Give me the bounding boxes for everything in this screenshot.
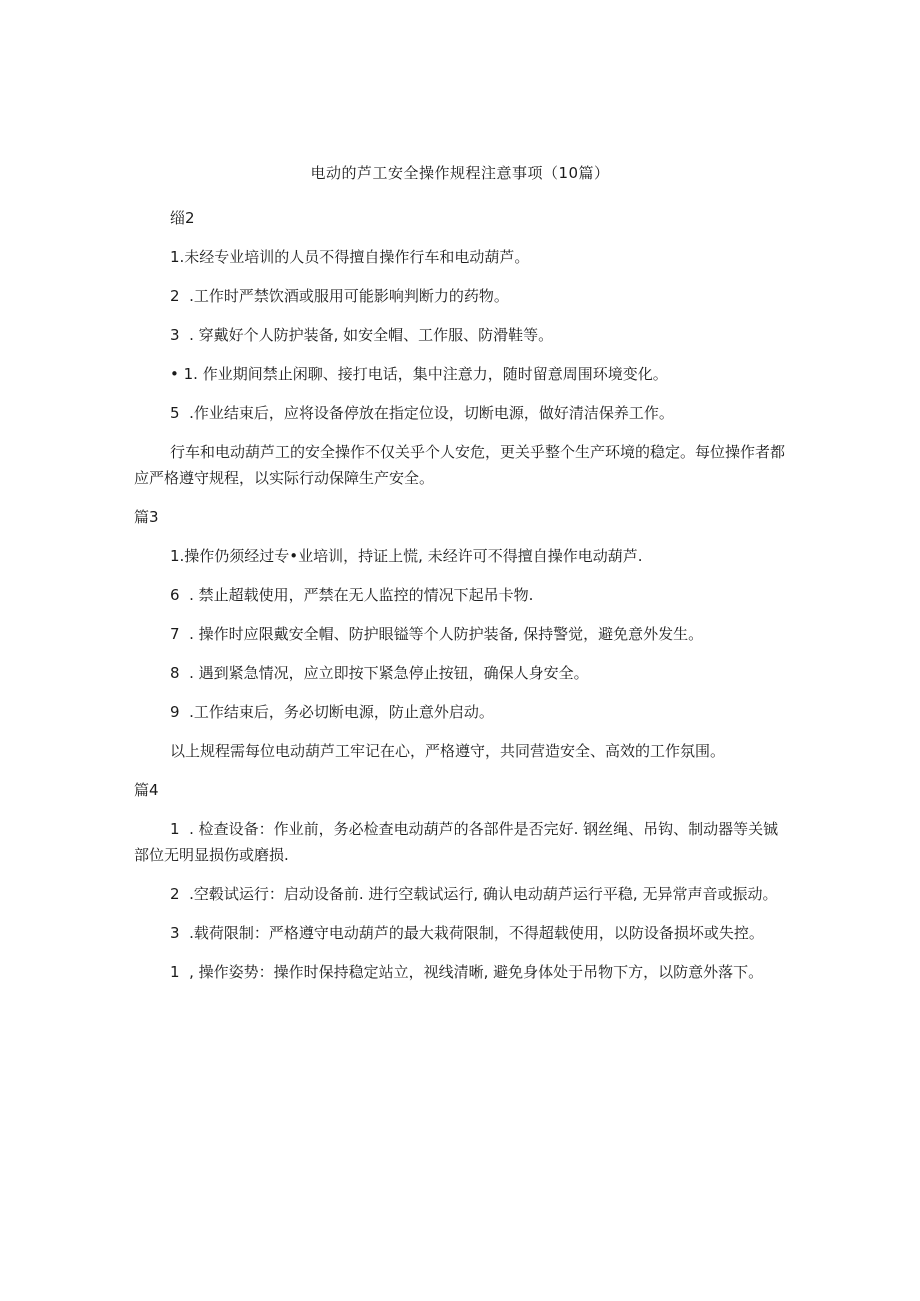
list-item: 1 , 操作姿势：操作时保持稳定站立，视线清晰, 避免身体处于吊物下方，以防意外落下。 <box>170 963 764 981</box>
list-item: 3 . 穿戴好个人防护装备, 如安全帽、工作服、防滑鞋等。 <box>170 326 554 344</box>
list-item: 8 . 遇到紧急情况，应立即按下紧急停止按钮，确保人身安全。 <box>170 664 589 682</box>
list-item: 1 . 检查设备：作业前，务必检查电动葫芦的各部件是否完好. 钢丝绳、吊钩、制动器等关铖部位无明显损伤或磨损. <box>134 820 779 864</box>
section-heading: 缁2 <box>170 209 195 227</box>
list-item: 1.操作仍须经过专•业培训，持证上慌, 未经许可不得擅自操作电动葫芦. <box>170 547 643 565</box>
list-item: 2 .工作时严禁饮酒或服用可能影响判断力的药物。 <box>170 287 509 305</box>
list-item: 6 . 禁止超载使用，严禁在无人监控的情况下起吊卡物. <box>170 586 534 604</box>
list-item: 5 .作业结束后，应将设备停放在指定位设，切断电源，做好清洁保养工作。 <box>170 404 674 422</box>
section-heading: 篇4 <box>134 781 159 799</box>
section-heading: 篇3 <box>134 508 159 526</box>
body-paragraph: 行车和电动葫芦工的安全操作不仅关乎个人安危，更关乎整个生产环境的稳定。每位操作者都应严格遵守规程，以实际行动保障生产安全。 <box>134 443 786 487</box>
list-item: 2 .空毂试运行：启动设备前. 进行空载试运行, 确认电动葫芦运行平稳, 无异常声音或振动。 <box>170 885 778 903</box>
list-item: 3 .载荷限制：严格遵守电动葫芦的最大栽荷限制，不得超载使用，以防设备损坏或失控。 <box>170 924 764 942</box>
document-title: 电动的芦工安全操作规程注意事项（10篇） <box>310 164 610 182</box>
list-item: • 1. 作业期间禁止闲聊、接打电话，集中注意力，随时留意周围环境变化。 <box>170 365 668 383</box>
document-body <box>134 205 790 998</box>
list-item: 7 . 操作时应限戴安全帽、防护眼镒等个人防护装备, 保持警觉，避免意外发生。 <box>170 625 704 643</box>
list-item: 9 .工作结束后，务必切断电源，防止意外启动。 <box>170 703 494 721</box>
list-item: 1.未经专业培训的人员不得擅自操作行车和电动葫芦。 <box>170 248 530 266</box>
body-paragraph: 以上规程需每位电动葫芦工牢记在心，严格遵守，共同营造安全、高效的工作氛围。 <box>170 742 726 760</box>
